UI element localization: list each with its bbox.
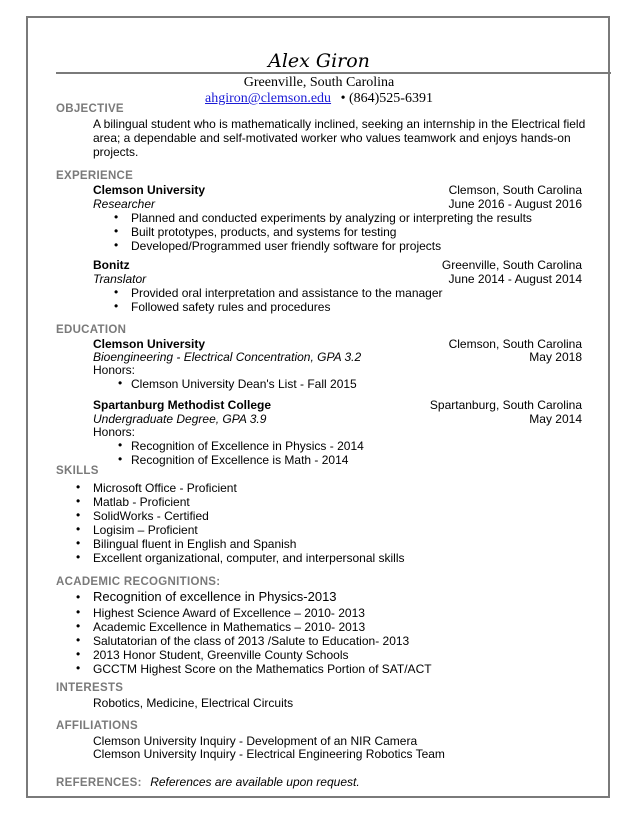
honors-label: Honors:	[93, 425, 136, 439]
bullet-icon: •	[76, 522, 81, 536]
header-rule	[56, 72, 611, 74]
list-item: Built prototypes, products, and systems for testing	[131, 225, 397, 239]
school-location: Clemson, South Carolina	[448, 337, 582, 351]
section-heading-interests: INTERESTS	[56, 682, 124, 694]
bullet-icon: •	[76, 480, 81, 494]
bullet-icon: •	[114, 299, 119, 313]
bullet-icon: •	[76, 633, 81, 647]
header-location: Greenville, South Carolina	[243, 75, 395, 90]
bullet-icon: •	[76, 590, 81, 604]
list-item: Logisim – Proficient	[93, 523, 198, 537]
school-location: Spartanburg, South Carolina	[429, 398, 582, 412]
list-item: Salutatorian of the class of 2013 /Salute to Education- 2013	[93, 634, 410, 648]
bullet-icon: •	[76, 661, 81, 675]
section-heading-objective: OBJECTIVE	[56, 103, 124, 115]
list-item: Bilingual fluent in English and Spanish	[93, 537, 297, 551]
job-location: Clemson, South Carolina	[448, 183, 582, 197]
list-item: Followed safety rules and procedures	[131, 300, 331, 314]
list-item: 2013 Honor Student, Greenville County Schools	[93, 648, 349, 662]
bullet-icon: •	[118, 376, 123, 390]
honors-label: Honors:	[93, 363, 136, 377]
job-org: Bonitz	[93, 258, 130, 272]
list-item: Developed/Programmed user friendly software for projects	[131, 239, 442, 253]
email-link[interactable]: ahgiron@clemson.edu	[205, 91, 332, 106]
bullet-icon: •	[118, 452, 123, 466]
bullet-icon: •	[76, 550, 81, 564]
bullet-icon: •	[76, 619, 81, 633]
school-name: Clemson University	[93, 337, 206, 351]
job-location: Greenville, South Carolina	[441, 258, 582, 272]
section-heading-experience: EXPERIENCE	[56, 170, 134, 182]
list-item: Recognition of Excellence in Physics - 2014	[131, 439, 364, 453]
section-heading-education: EDUCATION	[56, 324, 127, 336]
bullet-icon: •	[76, 508, 81, 522]
section-heading-affiliations: AFFILIATIONS	[56, 720, 138, 732]
list-item: Clemson University Inquiry - Electrical Engineering Robotics Team	[93, 747, 445, 761]
bullet-icon: •	[76, 494, 81, 508]
list-item: Clemson University Inquiry - Development of an NIR Camera	[93, 734, 418, 748]
section-heading-skills: SKILLS	[56, 465, 99, 477]
list-item: Recognition of Excellence is Math - 2014	[131, 453, 349, 467]
section-heading-references: REFERENCES:	[56, 777, 142, 789]
list-item: Provided oral interpretation and assistance to the manager	[131, 286, 443, 300]
list-item: Highest Science Award of Excellence – 2010- 2013	[93, 606, 365, 620]
bullet-icon: •	[114, 285, 119, 299]
school-date: May 2014	[529, 412, 582, 426]
list-item: Planned and conducted experiments by analyzing or interpreting the results	[131, 211, 532, 225]
school-name: Spartanburg Methodist College	[93, 398, 272, 412]
references-text: References are available upon request.	[150, 775, 360, 789]
bullet-icon: •	[76, 536, 81, 550]
job-role: Translator	[93, 272, 147, 286]
list-item: Recognition of excellence in Physics-2013	[93, 589, 337, 604]
list-item: SolidWorks - Certified	[93, 509, 209, 523]
contact-separator: •	[340, 91, 346, 106]
list-item: Microsoft Office - Proficient	[93, 481, 237, 495]
job-role: Researcher	[93, 197, 156, 211]
bullet-icon: •	[114, 210, 119, 224]
list-item: GCCTM Highest Score on the Mathematics Portion of SAT/ACT	[93, 662, 432, 676]
phone-number: (864)525-6391	[348, 91, 433, 106]
interests-text: Robotics, Medicine, Electrical Circuits	[93, 696, 294, 710]
school-degree: Bioengineering - Electrical Concentration, GPA 3.2	[93, 350, 362, 364]
section-heading-recognitions: ACADEMIC RECOGNITIONS:	[56, 576, 221, 588]
list-item: Clemson University Dean's List - Fall 2015	[131, 377, 357, 391]
candidate-name: Alex Giron	[268, 50, 370, 72]
objective-text: A bilingual student who is mathematically inclined, seeking an internship in the Electrical field area; a dependable and self-motivated worker who values teamwork and enjoys hands-on projects.	[93, 117, 586, 159]
bullet-icon: •	[118, 438, 123, 452]
job-org: Clemson University	[93, 183, 206, 197]
school-degree: Undergraduate Degree, GPA 3.9	[93, 412, 267, 426]
job-dates: June 2016 - August 2016	[448, 197, 582, 211]
bullet-icon: •	[76, 647, 81, 661]
references-line	[56, 773, 360, 791]
school-date: May 2018	[529, 350, 582, 364]
job-dates: June 2014 - August 2014	[448, 272, 582, 286]
list-item: Matlab - Proficient	[93, 495, 190, 509]
bullet-icon: •	[114, 238, 119, 252]
bullet-icon: •	[114, 224, 119, 238]
bullet-icon: •	[76, 605, 81, 619]
list-item: Excellent organizational, computer, and interpersonal skills	[93, 551, 405, 565]
list-item: Academic Excellence in Mathematics – 2010- 2013	[93, 620, 366, 634]
